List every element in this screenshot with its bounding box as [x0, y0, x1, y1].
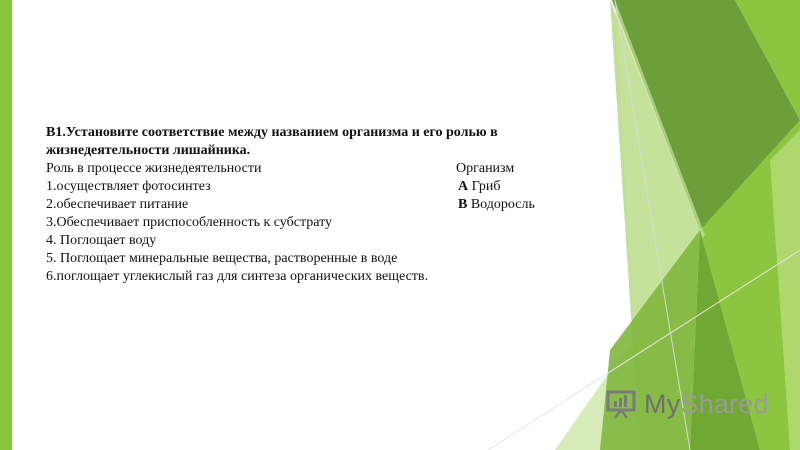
organism-letter-b: В	[458, 197, 468, 212]
slide-content	[46, 124, 566, 286]
role-row-6	[46, 268, 566, 286]
roles-column-header: Роль в процессе жизнедеятельности	[46, 161, 262, 176]
role-item-1: 1.осуществляет фотосинтез	[46, 179, 211, 194]
watermark-brand-shared: Shared	[680, 388, 769, 419]
myshared-watermark	[606, 386, 776, 422]
role-row-1	[46, 178, 566, 196]
organism-letter-a: А	[458, 179, 469, 194]
role-row-3	[46, 214, 566, 232]
role-item-6: 6.поглощает углекислый газ для синтеза органических веществ.	[46, 269, 429, 284]
organisms-column-header: Организм	[456, 161, 515, 176]
left-green-bar	[0, 0, 12, 450]
role-item-4: 4. Поглощает воду	[46, 233, 157, 248]
organism-option-b	[458, 196, 535, 214]
role-item-2: 2.обеспечивает питание	[46, 197, 189, 212]
organism-name-b: Водоросль	[470, 197, 535, 212]
role-item-5: 5. Поглощает минеральные вещества, растворенные в воде	[46, 251, 398, 266]
role-row-4	[46, 232, 566, 250]
organism-option-a	[458, 178, 500, 196]
question-heading: В1.Установите соответствие между названием организма и его ролью в жизнедеятельности лишайника.	[46, 125, 498, 158]
role-item-3: 3.Обеспечивает приспособленность к субстрату	[46, 215, 333, 230]
column-header-row	[46, 160, 566, 178]
watermark-brand-my: My	[644, 388, 681, 419]
organism-name-a: Гриб	[471, 179, 501, 194]
role-row-2	[46, 196, 566, 214]
presentation-chart-icon	[606, 389, 638, 419]
role-row-5	[46, 250, 566, 268]
